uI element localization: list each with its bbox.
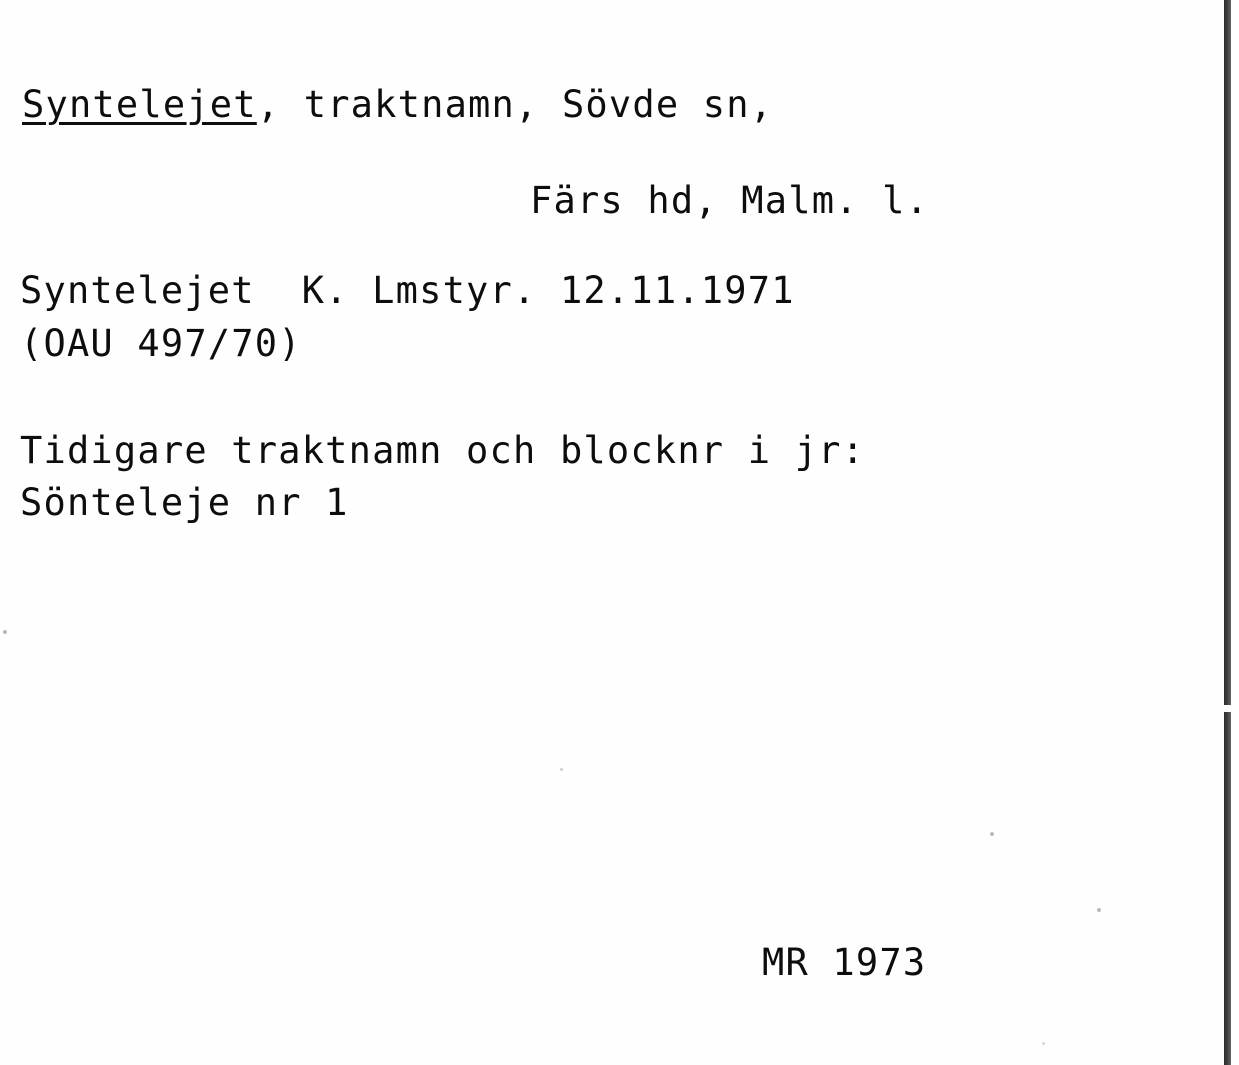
headword-line bbox=[22, 83, 774, 126]
scan-speck bbox=[3, 630, 7, 634]
scan-speck bbox=[990, 832, 994, 836]
reference-line-1: Syntelejet K. Lmstyr. 12.11.1971 bbox=[20, 269, 795, 312]
scan-speck bbox=[560, 768, 563, 771]
headword: Syntelejet bbox=[22, 83, 257, 126]
previous-names-label: Tidigare traktnamn och blocknr i jr: bbox=[20, 429, 866, 472]
scan-edge-line bbox=[1224, 0, 1231, 1065]
headword-suffix: , traktnamn, Sövde sn, bbox=[256, 83, 774, 126]
jurisdiction-line: Färs hd, Malm. l. bbox=[530, 179, 930, 222]
signature-line: MR 1973 bbox=[762, 941, 927, 984]
reference-line-2: (OAU 497/70) bbox=[20, 322, 302, 365]
scan-speck bbox=[1042, 1042, 1045, 1045]
scan-margin bbox=[1231, 0, 1239, 1065]
scan-speck bbox=[1097, 908, 1101, 912]
previous-names-value: Sönteleje nr 1 bbox=[20, 481, 349, 524]
